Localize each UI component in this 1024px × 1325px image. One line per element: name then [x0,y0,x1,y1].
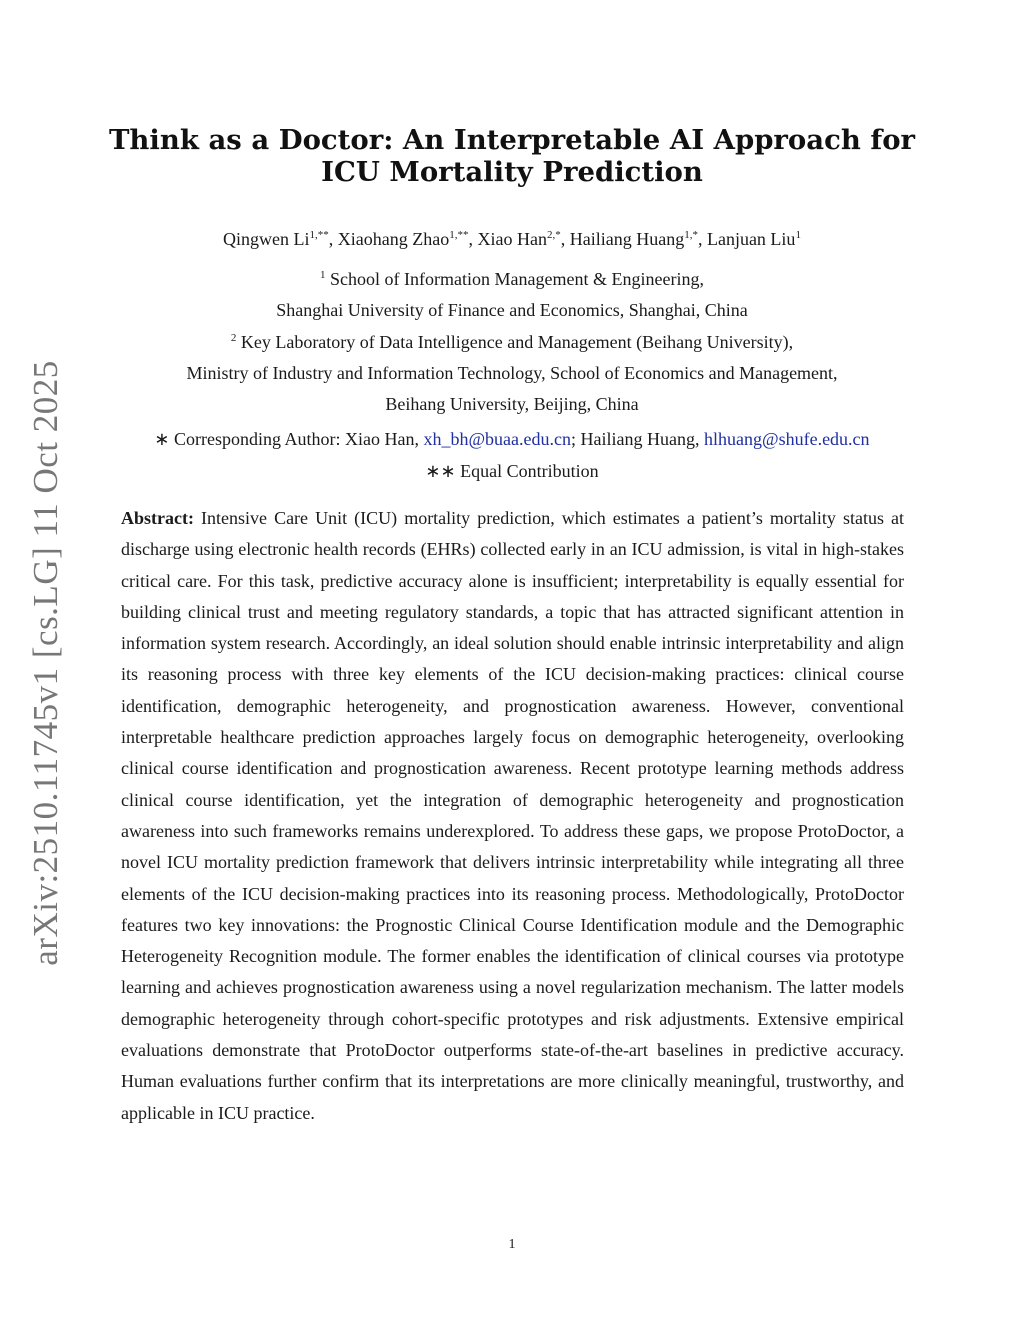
corresponding-prefix: ∗ Corresponding Author: Xiao Han, [154,429,424,449]
affiliation-1-line-1 [100,268,924,290]
author-separator: , [560,229,570,249]
paper-title [100,124,924,188]
affiliation-1-text: School of Information Management & Engineering, [325,269,704,289]
abstract-text: Intensive Care Unit (ICU) mortality prediction, which estimates a patient’s mortality status at discharge using electronic health records (EHRs) collected early in an ICU admission, is vital in high-stakes critical care. For this task, predictive accuracy alone is insufficient; interpretability is equally essential for building clinical trust and meeting regulatory standards, a topic that has attracted significant attention in information system research. Accordingly, an ideal solution should enable intrinsic interpretability and align its reasoning process with three key elements of the ICU decision-making practices: clinical course identification, demographic heterogeneity, and prognostication awareness. However, conventional interpretable healthcare prediction approaches largely focus on demographic heterogeneity, overlooking clinical course identification and prognostication awareness. Recent prototype learning methods address clinical course identification, yet the integration of demographic heterogeneity and prognostication awareness into such frameworks remains underexplored. To address these gaps, we propose ProtoDoctor, a novel ICU mortality prediction framework that delivers intrinsic interpretability while integrating all three elements of the ICU decision-making practices into its reasoning process. Methodologically, ProtoDoctor features two key innovations: the Prognostic Clinical Course Identification module and the Demographic Heterogeneity Recognition module. The former enables the identification of clinical courses via prototype learning and achieves prognostication awareness using a novel regularization mechanism. The latter models demographic heterogeneity through cohort-specific prototypes and risk adjustments. Extensive empirical evaluations demonstrate that ProtoDoctor outperforms state-of-the-art baselines in predictive accuracy. Human evaluations further confirm that its interpretations are more clinically meaningful, trustworthy, and applicable in ICU practice. [121,508,904,1123]
author-separator: , [697,229,707,249]
author-marks: 1,** [449,229,469,241]
author-name: Xiaohang Zhao [337,229,450,249]
page-number: 1 [508,1237,516,1252]
author-marks: 1,* [684,229,698,241]
author-marks: 1 [795,229,801,241]
affiliation-2-line-3: Beihang University, Beijing, China [385,394,639,414]
author-list [100,228,924,250]
author-marks: 2,* [546,229,561,241]
author-name: Xiao Han [477,229,547,249]
email-link-han[interactable]: xh_bh@buaa.edu.cn [423,429,572,449]
affiliation-1-line-2: Shanghai University of Finance and Economics, Shanghai, China [276,300,748,320]
affiliation-2-line-1 [100,331,924,353]
title-line-2: ICU Mortality Prediction [321,156,703,188]
affiliation-2-text: Key Laboratory of Data Intelligence and Management (Beihang University), [236,332,794,352]
title-line-1: Think as a Doctor: An Interpretable AI Approach for [108,124,916,156]
author-separator: , [468,229,478,249]
abstract [121,503,904,1129]
equal-contribution-note: ∗∗ Equal Contribution [425,461,599,481]
email-link-huang[interactable]: hlhuang@shufe.edu.cn [704,429,870,449]
affiliation-2-line-2: Ministry of Industry and Information Technology, School of Economics and Management, [186,363,838,383]
author-separator: , [328,229,338,249]
arxiv-sidebar-stamp: arXiv:2510.11745v1 [cs.LG] 11 Oct 2025 [26,360,65,966]
abstract-label: Abstract: [121,508,194,528]
corresponding-middle: ; Hailiang Huang, [571,429,705,449]
affiliation-1-mark: 1 [320,269,326,281]
affiliation-2-mark: 2 [230,332,237,344]
author-name: Hailiang Huang [569,229,685,249]
author-name: Lanjuan Liu [706,229,796,249]
author-marks: 1,** [309,229,329,241]
author-name: Qingwen Li [223,229,310,249]
corresponding-author [100,428,924,450]
